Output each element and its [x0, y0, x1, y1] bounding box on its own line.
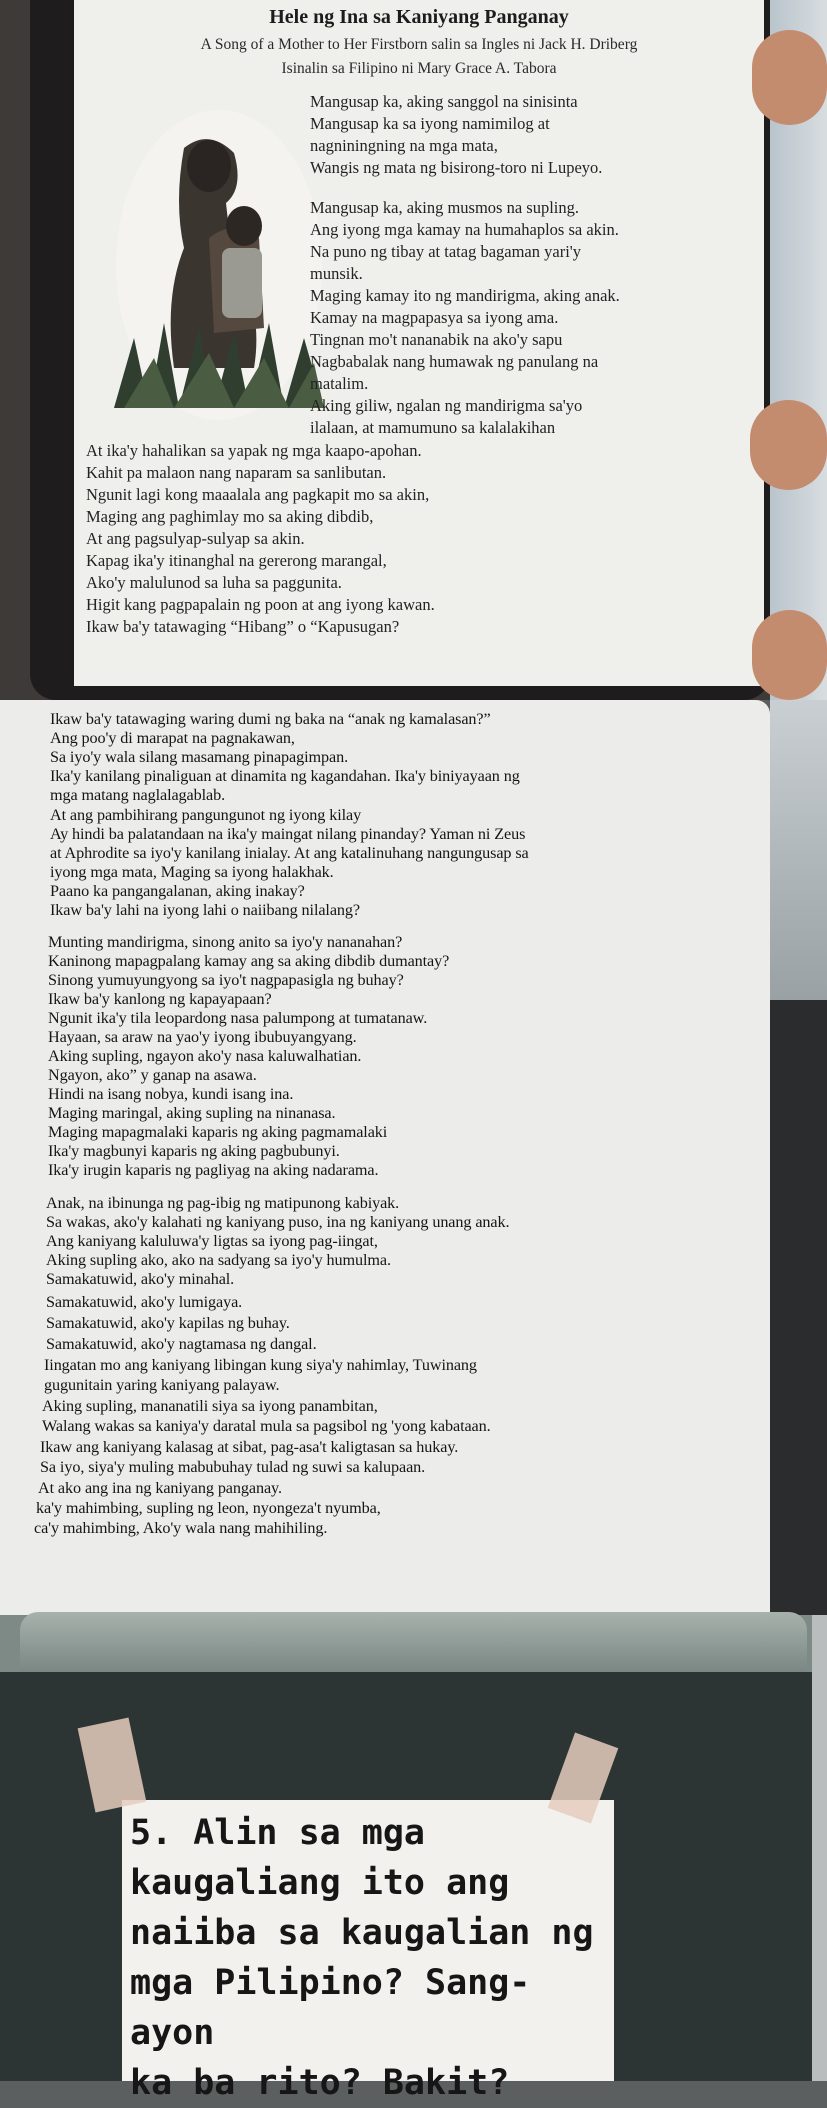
song-line: Kapag ika'y itinanghal na gererong marangal,	[86, 551, 387, 570]
paper-line: Sa iyo, siya'y muling mabubuhay tulad ng suwi sa kalupaan.	[40, 1458, 426, 1476]
paper-line: Anak, na ibinunga ng pag-ibig ng matipunong kabiyak.	[46, 1194, 400, 1212]
song-line: Maging ang paghimlay mo sa aking dibdib,	[86, 507, 374, 526]
paper-line: Aking supling ako, ako na sadyang sa iyo'y humulma.	[46, 1251, 391, 1269]
song-subtitle-filipino: Isinalin sa Filipino ni Mary Grace A. Tabora	[281, 60, 557, 77]
song-line: Higit kang pagpapalain ng poon at ang iyong kawan.	[86, 595, 435, 614]
song-line: Kamay na magpapasya sa iyong ama.	[310, 308, 559, 327]
paper-line: Maging maringal, aking supling na ninanasa.	[48, 1104, 336, 1122]
paper-line: Ikaw ba'y lahi na iyong lahi o naiibang nilalang?	[50, 901, 360, 919]
song-line: matalim.	[310, 374, 369, 393]
paper-line: Samakatuwid, ako'y minahal.	[46, 1270, 235, 1288]
song-line: Mangusap ka, aking sanggol na sinisinta	[310, 92, 578, 111]
finger	[752, 610, 827, 700]
song-line: Aking giliw, ngalan ng mandirigma sa'yo	[310, 396, 583, 415]
song-line: munsik.	[310, 264, 363, 283]
question-line: 5. Alin sa mga	[130, 1813, 426, 1853]
paper-line: Aking supling, mananatili siya sa iyong panambitan,	[42, 1397, 378, 1415]
song-line: At ang pagsulyap-sulyap sa akin.	[86, 529, 305, 548]
song-line: Kahit pa malaon nang naparam sa sanlibutan.	[86, 463, 387, 482]
question-line: mga Pilipino? Sang-ayon	[130, 1963, 531, 2053]
paper-line: Ay hindi ba palatandaan na ika'y maingat nilang pinanday? Yaman ni Zeus	[50, 825, 526, 843]
question-text	[130, 1808, 614, 2108]
song-subtitle-translation: A Song of a Mother to Her Firstborn salin sa Ingles ni Jack H. Driberg	[200, 36, 638, 53]
song-line: Mangusap ka sa iyong namimilog at	[310, 114, 550, 133]
board-side-edge	[812, 1615, 827, 2081]
song-line: Tingnan mo't nananabik na ako'y sapu	[310, 330, 563, 349]
song-line: nagniningning na mga mata,	[310, 136, 498, 155]
paper-line: Ang poo'y di marapat na pagnakawan,	[50, 729, 295, 747]
paper-line: Ikaw ang kaniyang kalasag at sibat, pag-asa't kaligtasan sa hukay.	[40, 1438, 459, 1456]
paper-line: Samakatuwid, ako'y nagtamasa ng dangal.	[46, 1335, 317, 1353]
song-line: Mangusap ka, aking musmos na supling.	[310, 198, 580, 217]
paper-line: Maging mapagmalaki kaparis ng aking pagmamalaki	[48, 1123, 388, 1141]
paper-line: Sa wakas, ako'y kalahati ng kaniyang puso, ina ng kaniyang unang anak.	[46, 1213, 510, 1231]
paper-line: At ang pambihirang pangungunot ng iyong kilay	[50, 806, 362, 824]
question-card	[122, 1800, 614, 2103]
paper-line: Sinong yumuyungyong sa iyo't nagpapasigla ng buhay?	[48, 971, 404, 989]
paper-line: Ang kaniyang kaluluwa'y ligtas sa iyong pag-iingat,	[46, 1232, 378, 1250]
paper-line: Walang wakas sa kaniya'y daratal mula sa pagsibol ng 'yong kabataan.	[42, 1417, 491, 1435]
song-title: Hele ng Ina sa Kaniyang Panganay	[269, 6, 569, 28]
song-line: Ngunit lagi kong maaalala ang pagkapit mo sa akin,	[86, 485, 430, 504]
song-line: Maging kamay ito ng mandirigma, aking anak.	[310, 286, 620, 305]
question-line: ka ba rito? Bakit?	[130, 2063, 510, 2103]
finger	[750, 400, 827, 490]
song-line: Na puno ng tibay at tatag bagaman yari'y	[310, 242, 582, 261]
song-line: At ika'y hahalikan sa yapak ng mga kaapo-apohan.	[86, 441, 422, 460]
paper-line: Ika'y irugin kaparis ng pagliyag na aking nadarama.	[48, 1161, 379, 1179]
board-top-edge	[20, 1612, 807, 1672]
song-line: Ikaw ba'y tatawaging “Hibang” o “Kapusugan?	[86, 617, 400, 636]
paper-line: ca'y mahimbing, Ako'y wala nang mahihiling.	[34, 1519, 328, 1537]
phone-screen	[74, 0, 764, 686]
paper-line: Hayaan, sa araw na yao'y iyong ibubuyangyang.	[48, 1028, 357, 1046]
paper-line: Paano ka pangangalanan, aking inakay?	[50, 882, 305, 900]
paper-line: Sa iyo'y wala silang masamang pinapagimpan.	[50, 748, 349, 766]
paper-line: Samakatuwid, ako'y kapilas ng buhay.	[46, 1314, 290, 1332]
paper-line: gugunitain yaring kaniyang palayaw.	[44, 1376, 280, 1394]
paper-line: Ngunit ika'y tila leopardong nasa palumpong at tumatanaw.	[48, 1009, 428, 1027]
song-line: Ako'y malulunod sa luha sa paggunita.	[86, 573, 342, 592]
question-line: naiiba sa kaugalian ng	[130, 1913, 594, 1953]
paper-line: Ika'y magbunyi kaparis ng aking pagbubunyi.	[48, 1142, 340, 1160]
paper-line: At ako ang ina ng kaniyang panganay.	[38, 1479, 282, 1497]
background-strip	[770, 700, 827, 1000]
printed-paper	[0, 700, 770, 1615]
song-line: ilalaan, at mamumuno sa kalalakihan	[310, 418, 556, 437]
paper-line: Samakatuwid, ako'y lumigaya.	[46, 1293, 243, 1311]
paper-line: Ikaw ba'y tatawaging waring dumi ng baka na “anak ng kamalasan?”	[50, 710, 491, 728]
paper-line: Ikaw ba'y kanlong ng kapayapaan?	[48, 990, 272, 1008]
paper-line: Kaninong mapagpalang kamay ang sa aking dibdib dumantay?	[48, 952, 450, 970]
song-line: Ang iyong mga kamay na humahaplos sa akin.	[310, 220, 619, 239]
paper-line: Ngayon, ako” y ganap na asawa.	[48, 1066, 257, 1084]
mother-child-illustration-icon	[114, 108, 324, 423]
paper-line: Ika'y kanilang pinaliguan at dinamita ng kagandahan. Ika'y biniyayaan ng	[50, 767, 520, 785]
paper-line: Aking supling, ngayon ako'y nasa kaluwalhatian.	[48, 1047, 362, 1065]
paper-line: Munting mandirigma, sinong anito sa iyo'y nananahan?	[48, 933, 403, 951]
song-line: Wangis ng mata ng bisirong-toro ni Lupeyo.	[310, 158, 603, 177]
paper-line: iyong mga mata, Maging sa iyong halakhak.	[50, 863, 334, 881]
paper-line: at Aphrodite sa iyo'y kanilang inialay. At ang katalinuhang nangungusap sa	[50, 844, 529, 862]
paper-line: mga matang naglalagablab.	[50, 786, 226, 804]
question-line: kaugaliang ito ang	[130, 1863, 510, 1903]
finger	[752, 30, 827, 125]
song-line: Nagbabalak nang humawak ng panulang na	[310, 352, 599, 371]
paper-line: Hindi na isang nobya, kundi isang ina.	[48, 1085, 294, 1103]
paper-line: ka'y mahimbing, supling ng leon, nyongeza't nyumba,	[36, 1499, 381, 1517]
paper-line: Iingatan mo ang kaniyang libingan kung siya'y nahimlay, Tuwinang	[44, 1356, 477, 1374]
